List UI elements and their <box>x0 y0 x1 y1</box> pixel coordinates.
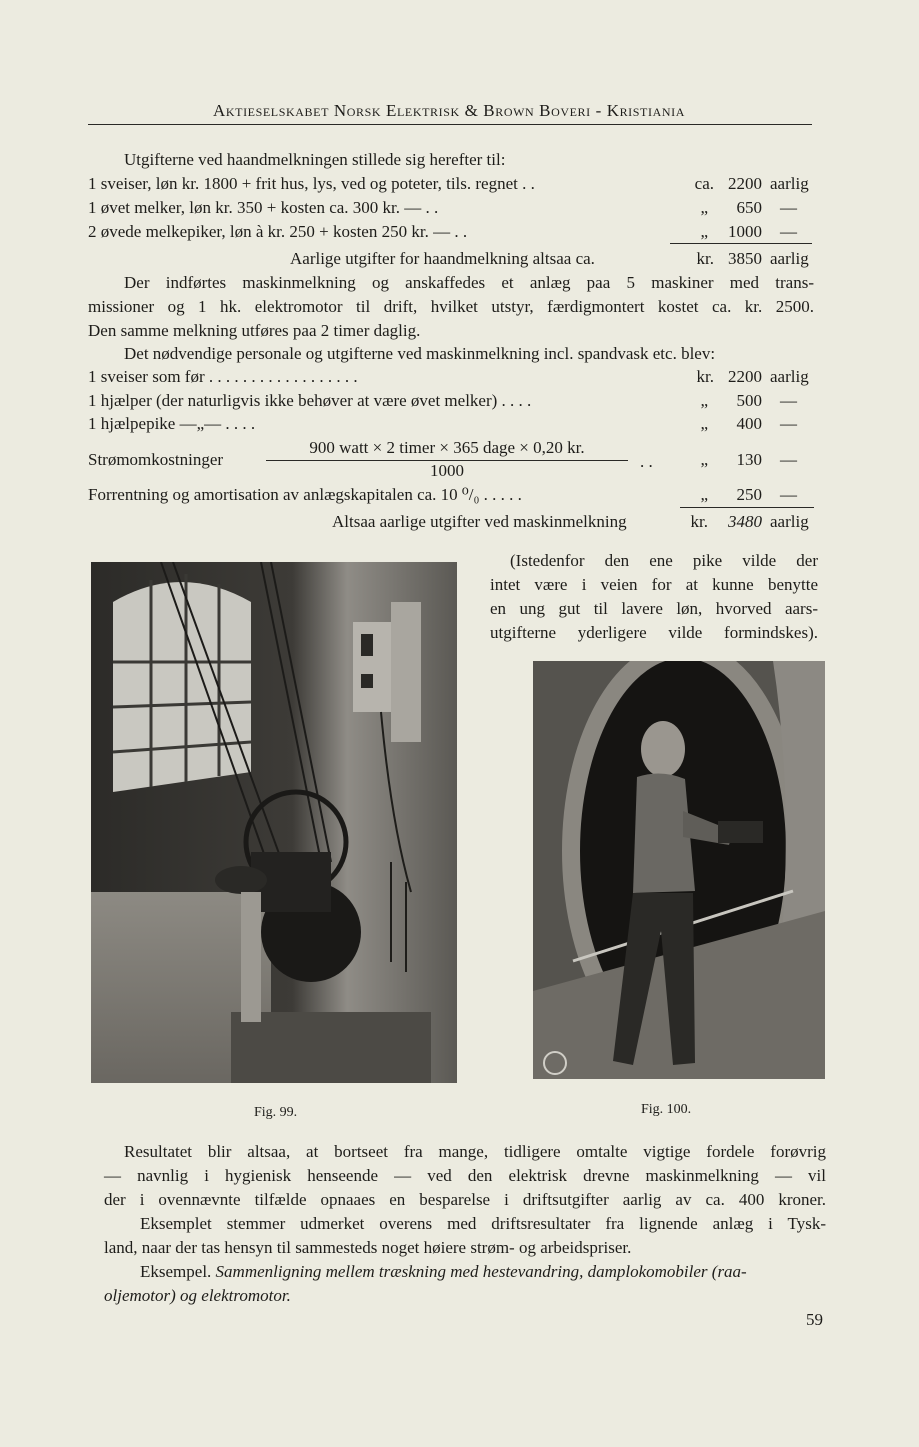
row-amount: 1000 <box>728 222 762 241</box>
row-prefix: „ <box>700 485 708 504</box>
sum-rule <box>670 243 812 244</box>
row-unit: — <box>780 485 797 504</box>
last-para-line-1 <box>140 1262 747 1282</box>
result-line-3: der i ovennævnte tilfælde opnaaes en besparelse i driftsutgifter aarlig av ca. 400 kroner. <box>104 1190 826 1209</box>
row-amount: 400 <box>736 414 762 433</box>
last-para-italic-2: oljemotor) og elektromotor. <box>104 1286 291 1305</box>
row-unit: — <box>780 222 797 241</box>
running-header: Aktieselskabet Norsk Elektrisk & Brown Boveri - Kristiania <box>213 101 685 120</box>
figure-100-photo <box>533 661 825 1079</box>
total-prefix: kr. <box>696 249 714 268</box>
row-prefix: „ <box>700 391 708 410</box>
row-unit: aarlig <box>770 174 809 193</box>
milking-machine-room-illustration <box>91 562 457 1083</box>
row-prefix: „ <box>700 414 708 433</box>
row-prefix: ca. <box>694 174 714 193</box>
total-unit: aarlig <box>770 512 809 531</box>
total-prefix: kr. <box>690 512 708 531</box>
last-para-lead: Eksempel. <box>140 1262 212 1281</box>
row-label: 1 sveiser som før . . . . . . . . . . . . . . . . . . <box>88 367 358 386</box>
row-unit: aarlig <box>770 367 809 386</box>
row-label: 1 hjælpepike —„— . . . . <box>88 414 256 433</box>
strom-dots: . . <box>640 452 653 471</box>
side-note-line-3: en ung gut til lavere løn, hvorved aars- <box>490 599 818 618</box>
total-amount: 3850 <box>728 249 762 268</box>
side-note-line-4: utgifterne yderligere vilde formindskes). <box>490 623 818 642</box>
example-line-1: Eksemplet stemmer udmerket overens med driftsresultater fra lignende anlæg i Tysk- <box>140 1214 826 1233</box>
row-unit: — <box>780 391 797 410</box>
figure-99-caption: Fig. 99. <box>254 1105 298 1120</box>
sum-rule-2 <box>680 507 814 508</box>
row-prefix: „ <box>700 222 708 241</box>
section1-intro: Utgifterne ved haandmelkningen stillede sig herefter til: <box>124 150 506 169</box>
row-amount: 650 <box>736 198 762 217</box>
strom-prefix: „ <box>700 450 708 469</box>
row-label: 1 sveiser, løn kr. 1800 + frit hus, lys, ved og poteter, tils. regnet . . <box>88 174 535 193</box>
row-unit: — <box>780 414 797 433</box>
row-amount: 500 <box>736 391 762 410</box>
row-label: 2 øvede melkepiker, løn à kr. 250 + kosten 250 kr. — . . <box>88 222 468 241</box>
row-unit: — <box>780 198 797 217</box>
side-note-line-1: (Istedenfor den ene pike vilde der <box>510 551 818 570</box>
total-amount: 3480 <box>728 512 762 531</box>
figure-100-caption: Fig. 100. <box>641 1102 692 1117</box>
header-rule <box>88 124 812 125</box>
figure-99-photo <box>91 562 457 1083</box>
para1-line-1: Der indførtes maskinmelkning og anskaffedes et anlæg paa 5 maskiner med trans- <box>124 273 814 292</box>
row-label: 1 hjælper (der naturligvis ikke behøver at være øvet melker) . . . . <box>88 391 532 410</box>
total-unit: aarlig <box>770 249 809 268</box>
last-para-italic-1: Sammenligning mellem træskning med hestevandring, damplokomobiler (raa- <box>215 1262 747 1281</box>
result-line-2: — navnlig i hygienisk henseende — ved den elektrisk drevne maskinmelkning — vil <box>104 1166 826 1185</box>
row-amount: 250 <box>736 485 762 504</box>
section2-intro: Det nødvendige personale og utgifterne ved maskinmelkning incl. spandvask etc. blev: <box>124 344 716 363</box>
result-line-1: Resultatet blir altsaa, at bortseet fra mange, tidligere omtalte vigtige fordele forøvrig <box>124 1142 826 1161</box>
page-number: 59 <box>806 1310 823 1329</box>
total-label: Altsaa aarlige utgifter ved maskinmelkning <box>332 512 627 531</box>
strom-numerator: 900 watt × 2 timer × 365 dage × 0,20 kr. <box>309 438 585 457</box>
strom-amount: 130 <box>736 450 762 469</box>
row-prefix: kr. <box>696 367 714 386</box>
row-label: 1 øvet melker, løn kr. 350 + kosten ca. 300 kr. — . . <box>88 198 439 217</box>
worker-with-drill-illustration <box>533 661 825 1079</box>
row-amount: 2200 <box>728 174 762 193</box>
row-prefix: „ <box>700 198 708 217</box>
row-label: Forrentning og amortisation av anlægskapitalen ca. 10 ⁰/₀ . . . . . <box>88 485 522 504</box>
para1-line-2: missioner og 1 hk. elektromotor til drift, hvilket utstyr, færdigmontert kostet ca. kr. 2500. <box>88 297 814 316</box>
row-amount: 2200 <box>728 367 762 386</box>
total-label: Aarlige utgifter for haandmelkning altsaa ca. <box>290 249 595 268</box>
side-note-line-2: intet være i veien for at kunne benytte <box>490 575 818 594</box>
strom-denominator: 1000 <box>430 461 464 480</box>
example-line-2: land, naar der tas hensyn til sammesteds noget høiere strøm- og arbeidspriser. <box>104 1238 632 1257</box>
strom-unit: — <box>780 450 797 469</box>
para1-line-3: Den samme melkning utføres paa 2 timer daglig. <box>88 321 421 340</box>
strom-label: Strømomkostninger <box>88 450 224 469</box>
